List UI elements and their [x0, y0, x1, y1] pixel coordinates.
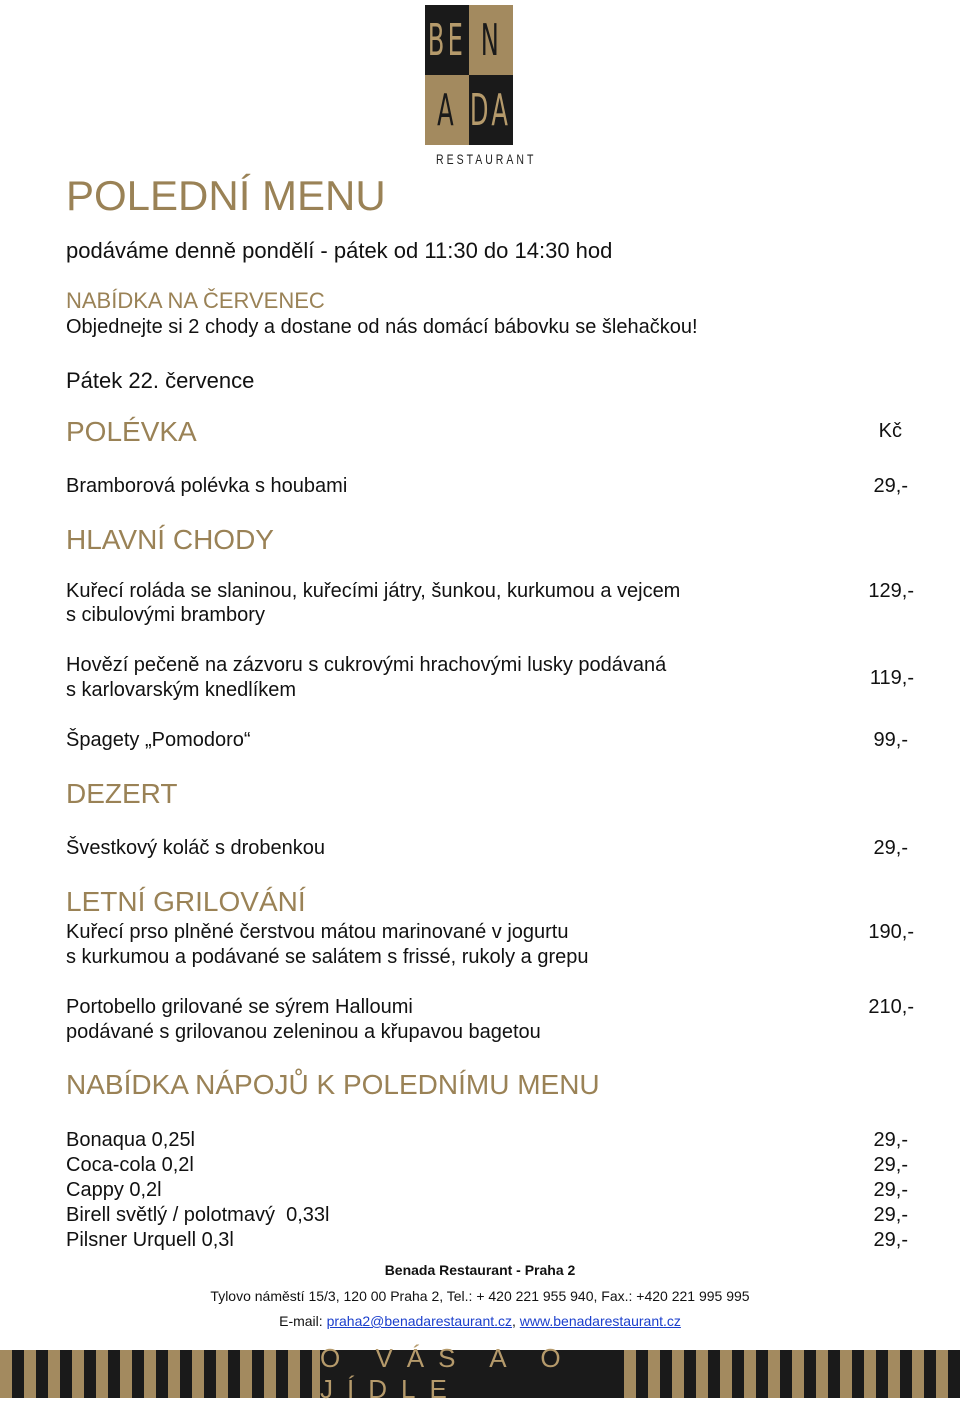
- menu-item-main-2-line1: Hovězí pečeně na zázvoru s cukrovými hrachovými lusky podávaná: [66, 654, 667, 676]
- menu-item-price: 129,-: [868, 580, 914, 602]
- footer-contact: [0, 1313, 960, 1329]
- offer-text: Objednejte si 2 chody a dostane od nás domácí bábovku se šlehačkou!: [66, 316, 698, 338]
- menu-item-main-1-line2: s cibulovými brambory: [66, 604, 265, 626]
- menu-item-grill-2-line1: Portobello grilované se sýrem Halloumi: [66, 996, 413, 1018]
- website-link[interactable]: www.benadarestaurant.cz: [519, 1313, 681, 1329]
- section-heading-drinks: NABÍDKA NÁPOJŮ K POLEDNÍMU MENU: [66, 1069, 600, 1100]
- menu-item-main-2-line2: s karlovarským knedlíkem: [66, 679, 297, 701]
- menu-item-grill-2-line2: podávané s grilovanou zeleninou a křupavou bagetou: [66, 1021, 541, 1043]
- offer-heading: NABÍDKA NA ČERVENEC: [66, 288, 325, 313]
- drink-price: 29,-: [873, 1204, 908, 1226]
- page-title: POLEDNÍ MENU: [66, 172, 386, 219]
- footer-separator: ,: [512, 1313, 520, 1329]
- drink-price: 29,-: [873, 1179, 908, 1201]
- menu-item-grill-1-line2: s kurkumou a podávané se salátem s frissé, rukoly a grepu: [66, 946, 589, 968]
- menu-item-dessert: Švestkový koláč s drobenkou: [66, 837, 326, 859]
- benada-logo: [425, 5, 537, 167]
- section-heading-soup: POLÉVKA: [66, 416, 197, 447]
- logo-subtitle: RESTAURANT: [436, 151, 537, 167]
- drink-item: Birell světlý / polotmavý 0,33l: [66, 1204, 330, 1226]
- menu-item-soup: Bramborová polévka s houbami: [66, 475, 348, 497]
- menu-item-price: 210,-: [868, 996, 914, 1018]
- logo-cell-a: A: [425, 75, 469, 145]
- drink-price: 29,-: [873, 1129, 908, 1151]
- drink-item: Coca-cola 0,2l: [66, 1154, 194, 1176]
- logo-cell-be: BE: [425, 5, 469, 75]
- serving-hours: podáváme denně pondělí - pátek od 11:30 do 14:30 hod: [66, 238, 613, 263]
- logo-cell-n: N: [469, 5, 513, 75]
- menu-item-price: 99,-: [873, 729, 908, 751]
- menu-item-price: 119,-: [869, 667, 914, 689]
- strip-label: O VÁS A O JÍDLE: [320, 1350, 620, 1398]
- drink-price: 29,-: [873, 1229, 908, 1251]
- menu-item-price: 29,-: [873, 475, 908, 497]
- email-link[interactable]: praha2@benadarestaurant.cz: [326, 1313, 513, 1329]
- currency-label: Kč: [878, 420, 902, 442]
- footer-restaurant-name: Benada Restaurant - Praha 2: [384, 1262, 576, 1278]
- drink-price: 29,-: [873, 1154, 908, 1176]
- section-heading-grill: LETNÍ GRILOVÁNÍ: [66, 886, 306, 917]
- section-heading-dessert: DEZERT: [66, 778, 178, 809]
- drink-item: Cappy 0,2l: [66, 1179, 162, 1201]
- menu-item-price: 190,-: [868, 921, 914, 943]
- logo-cell-da: DA: [469, 75, 513, 145]
- menu-item-grill-1-line1: Kuřecí prso plněné čerstvou mátou marinované v jogurtu: [66, 921, 569, 943]
- drink-item: Pilsner Urquell 0,3l: [66, 1229, 234, 1251]
- footer-strip: [0, 1343, 960, 1404]
- logo-mark: [425, 5, 513, 145]
- footer-address: Tylovo náměstí 15/3, 120 00 Praha 2, Tel.: + 420 221 955 940, Fax.: +420 221 995 995: [210, 1288, 750, 1304]
- menu-date: Pátek 22. července: [66, 368, 255, 393]
- menu-item-main-1-line1: Kuřecí roláda se slaninou, kuřecími játry, šunkou, kurkumou a vejcem: [66, 580, 681, 602]
- drink-item: Bonaqua 0,25l: [66, 1129, 196, 1151]
- section-heading-main: HLAVNÍ CHODY: [66, 524, 274, 555]
- menu-item-price: 29,-: [873, 837, 908, 859]
- menu-item-main-3: Špagety „Pomodoro“: [66, 729, 251, 751]
- footer-email-label: E-mail:: [279, 1313, 327, 1329]
